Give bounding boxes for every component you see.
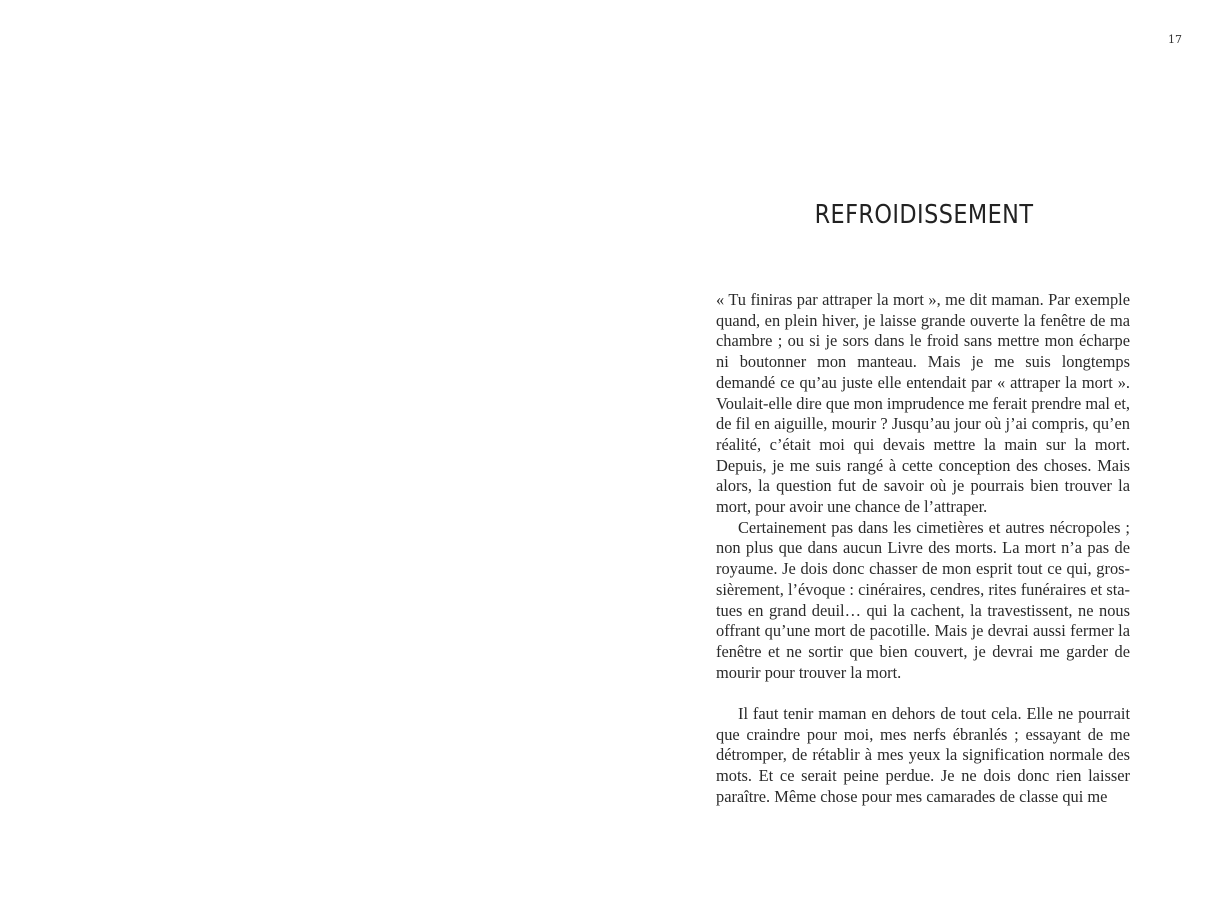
page-number: 17: [1168, 33, 1182, 46]
paragraph-1: « Tu finiras par attraper la mort », me dit maman. Par exemple quand, en plein hiver, je laisse grande ouverte la fenêtre de ma chambre ; ou si je sors dans le froid sans mettre mon écharpe ni boutonner mon manteau. Mais je me suis longtemps demandé ce qu’au juste elle entendait par « attraper la mort ». Voulait-elle dire que mon imprudence me ferait prendre mal et, de fil en aiguille, mourir ? Jusqu’au jour où j’ai compris, qu’en réalité, c’était moi qui devais mettre la main sur la mort. Depuis, je me suis rangé à cette conception des choses. Mais alors, la question fut de savoir où je pourrais bien trouver la mort, pour avoir une chance de l’attraper.: [716, 290, 1130, 517]
right-page: [608, 0, 1216, 912]
chapter-title: REFROIDISSEMENT: [814, 200, 1034, 230]
body-text: [716, 290, 1130, 808]
paragraph-2: Certainement pas dans les cimetières et autres nécropoles ; non plus que dans aucun Livre des morts. La mort n’a pas de royaume. Je dois donc chasser de mon esprit tout ce qui, grossièrement, l’évoque : cinéraires, cendres, rites funéraires et statues en grand deuil… qui la cachent, la travestissent, ne nous offrant qu’une mort de pacotille. Mais je devrai aussi fermer la fenêtre et ne sortir que bien couvert, je devrai me garder de mourir pour trouver la mort.: [716, 517, 1130, 682]
paragraph-3: Il faut tenir maman en dehors de tout cela. Elle ne pourrait que craindre pour moi, mes nerfs ébranlés ; essayant de me détromper, de rétablir à mes yeux la signification normale des mots. Et ce serait peine perdue. Je ne dois donc rien laisser paraître. Même chose pour mes camarades de classe qui me: [716, 704, 1130, 806]
